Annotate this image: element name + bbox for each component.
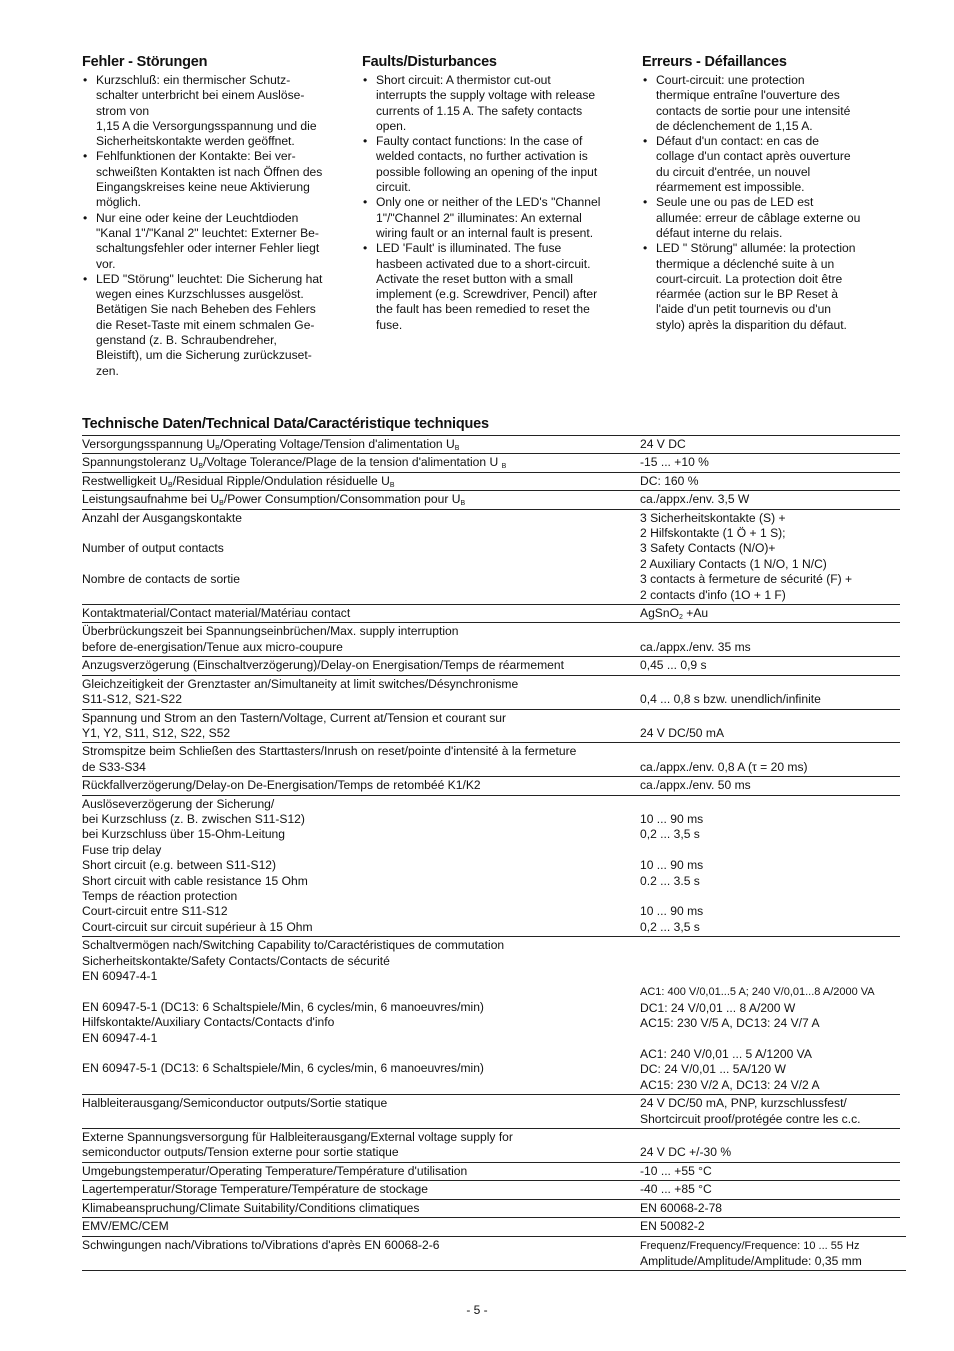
- table-row: [82, 490, 900, 508]
- row-label: Überbrückungszeit bei Spannungseinbrüchen/Max. supply interruption before de-energisation/Tenue aux micro-coupure: [82, 624, 459, 654]
- list-item: • Défaut d'un contact: en cas de collage d'un contact après ouverture du circuit d'entrée, un nouvel réarmement est impossible.: [642, 134, 904, 195]
- table-row: [82, 453, 900, 471]
- list-item: • LED 'Fault' is illuminated. The fuse hasbeen activated due to a short-circuit. Activate the reset button with a small implement (e.g. Screwdriver, Pencil) after the fault has been remedied to reset the fuse.: [362, 241, 624, 333]
- row-label: Rückfallverzögerung/Delay-on De-Energisation/Temps de retombéé K1/K2: [82, 778, 481, 793]
- row-value: Frequenz/Frequency/Frequence: 10 ... 55 Hz Amplitude/Amplitude/Amplitude: 0,35 mm: [640, 1239, 862, 1268]
- row-value-small: Frequenz/Frequency/Frequence: 10 ... 55 Hz: [640, 1239, 860, 1252]
- row-value: 24 V DC/50 mA, PNP, kurzschlussfest/ Shortcircuit proof/protégée contre les c.c.: [640, 1096, 861, 1126]
- table-row: [82, 1094, 900, 1128]
- list-item: • Kurzschluß: ein thermischer Schutz- schalter unterbricht bei einem Auslöse- strom von 1,15 A die Versorgungsspannung und die Sicherheitskontakte werden geöffnet.: [82, 73, 344, 149]
- table-row: [82, 604, 900, 622]
- row-value: 24 V DC: [640, 437, 686, 451]
- row-value: 24 V DC +/-30 %: [640, 1145, 732, 1160]
- table-row: [82, 709, 900, 743]
- row-label: Gleichzeitigkeit der Grenztaster an/Simultaneity at limit switches/Désynchronisme S11-S12, S21-S22: [82, 676, 519, 707]
- row-label: Klimabeanspruchung/Climate Suitability/Conditions climatiques: [82, 1200, 420, 1215]
- row-value: ca./appx./env. 0,8 A (τ = 20 ms): [640, 759, 808, 774]
- table-row: [82, 509, 900, 604]
- row-value: 10 ... 90 ms 0,2 ... 3,5 s 10 ... 90 ms 0.2 ... 3.5 s 10 ... 90 ms 0,2 ... 3,5 s: [640, 811, 704, 934]
- list-item: • LED " Störung" allumée: la protection thermique a déclenché suite à un court-circuit. La protection doit être réarmée (action sur le BP Reset à l'aide d'un petit tournevis ou d'un stylo) après la disparition du défaut.: [642, 241, 904, 333]
- row-label: Externe Spannungsversorgung für Halbleiterausgang/External voltage supply for semiconductor outputs/Tension externe pour sortie statique: [82, 1130, 513, 1160]
- row-value: ca./appx./env. 3,5 W: [640, 492, 750, 507]
- list-item: • Faulty contact functions: In the case of welded contacts, no further activation is possible following an opening of the input circuit.: [362, 134, 624, 195]
- row-value: EN 60068-2-78: [640, 1200, 723, 1215]
- row-label: Halbleiterausgang/Semiconductor outputs/Sortie statique: [82, 1096, 388, 1111]
- table-row: [82, 472, 900, 490]
- row-value: 0,45 ... 0,9 s: [640, 658, 707, 673]
- row-label: Anzahl der Ausgangskontakte Number of output contacts Nombre de contacts de sortie: [82, 510, 243, 587]
- list-item: • Seule une ou pas de LED est allumée: erreur de câblage externe ou défaut interne du relais.: [642, 195, 904, 241]
- table-row: [82, 1180, 900, 1198]
- row-value: EN 50082-2: [640, 1219, 705, 1234]
- column-french: [642, 53, 904, 333]
- row-value: AC1: 400 V/0,01...5 A; 240 V/0,01...8 A/2000 VA DC1: 24 V/0,01 ... 8 A/200 W AC15: 230 V/5 A, DC13: 24 V/7 A AC1: 240 V/0,01 ... 5 A/1200 VA DC: 24 V/0,01 ... 5A/120 W AC15: 230 V/2 A, DC13: 24 V/2 A: [640, 986, 875, 1092]
- table-row: [82, 795, 900, 937]
- row-value: -10 ... +55 °C: [640, 1163, 712, 1178]
- row-value: 3 Sicherheitskontakte (S) + 2 Hilfskontakte (1 Ö + 1 S); 3 Safety Contacts (N/O)+ 2 Auxiliary Contacts (1 N/O, 1 N/C) 3 contacts à fermeture de sécurité (F) + 2 contacts d'info (1O + 1 F): [640, 510, 853, 602]
- row-label: Schaltvermögen nach/Switching Capability to/Caractéristiques de commutation Sicherheitskontakte/Safety Contacts/Contacts de sécurité EN 60947-4-1 EN 60947-5-1 (DC13: 6 Schaltspiele/Min, 6 cycles/min, 6 manoeuvres/min) Hilfskontakte/Auxiliary Contacts/Contacts d'info EN 60947-4-1 EN 60947-5-1 (DC13: 6 Schaltspiele/Min, 6 cycles/min, 6 manoeuvres/min): [82, 938, 505, 1076]
- list-item: • Short circuit: A thermistor cut-out interrupts the supply voltage with release currents of 1.15 A. The safety contacts open.: [362, 73, 624, 134]
- row-value: DC: 160 %: [640, 473, 699, 488]
- row-label: Schwingungen nach/Vibrations to/Vibrations d'après EN 60068-2-6: [82, 1237, 440, 1252]
- page-number: - 5 -: [466, 1303, 488, 1317]
- row-value-small: AC1: 400 V/0,01...5 A; 240 V/0,01...8 A/2000 VA: [640, 986, 875, 999]
- row-label: Versorgungsspannung $U_B$/Operating Voltage/Tension d'alimentation $U_B$: [82, 437, 460, 452]
- row-label: Auslöseverzögerung der Sicherung/ bei Kurzschluss (z. B. zwischen S11-S12) bei Kurzschluss über 15-Ohm-Leitung Fuse trip delay Short circuit (e.g. between S11-S12) Short circuit with cable resistance 15 Ohm Temps de réaction protection Court-circuit entre S11-S12 Court-circuit sur circuit supérieur à 15 Ohm: [82, 796, 313, 934]
- table-row: [82, 1217, 900, 1235]
- column-german: [82, 53, 344, 379]
- row-label: Kontaktmaterial/Contact material/Matériau contact: [82, 606, 351, 621]
- table-row: [82, 675, 900, 709]
- row-label: Restwelligkeit $U_B$/Residual Ripple/Ondulation résiduelle $U_B$: [82, 473, 395, 489]
- table-row: [82, 1236, 906, 1272]
- column-title: Fehler - Störungen: [82, 54, 208, 70]
- row-label: Lagertemperatur/Storage Temperature/Température de stockage: [82, 1182, 428, 1197]
- row-label: Stromspitze beim Schließen des Starttasters/Inrush on reset/pointe d'intensité à la fermeture de S33-S34: [82, 744, 577, 774]
- table-row: [82, 656, 900, 674]
- list-item: • Fehlfunktionen der Kontakte: Bei ver- schweißten Kontakten ist nach Öffnen des Eingangskreises keine neue Aktivierung möglich.: [82, 149, 344, 210]
- column-title: Erreurs - Défaillances: [642, 54, 787, 70]
- row-value: -15 ... +10 %: [640, 455, 709, 470]
- row-label: EMV/EMC/CEM: [82, 1219, 169, 1234]
- table-row: [82, 776, 900, 794]
- table-row: [82, 1199, 900, 1217]
- tech-data-title: Technische Daten/Technical Data/Caractéristique techniques: [82, 416, 489, 432]
- table-row: [82, 622, 900, 656]
- table-row: [82, 1128, 900, 1162]
- row-value: 24 V DC/50 mA: [640, 725, 725, 740]
- row-label: Anzugsverzögerung (Einschaltverzögerung)/Delay-on Energisation/Temps de réarmement: [82, 658, 564, 673]
- row-label: Spannung und Strom an den Tastern/Voltage, Current at/Tension et courant sur Y1, Y2, S11, S12, S22, S52: [82, 710, 506, 740]
- row-label: Spannungstoleranz $U_B$/Voltage Tolerance/Plage de la tension d'alimentation U $_B$: [82, 455, 507, 471]
- list-item: • Nur eine oder keine der Leuchtdioden "Kanal 1"/"Kanal 2" leuchtet: Externer Be- schaltungsfehler oder interner Fehler liegt vor.: [82, 211, 344, 272]
- row-value: 0,4 ... 0,8 s bzw. unendlich/infinite: [640, 692, 821, 707]
- row-value: ca./appx./env. 35 ms: [640, 639, 751, 654]
- list-item: • LED "Störung" leuchtet: Die Sicherung hat wegen eines Kurzschlusses ausgelöst. Betätigen Sie nach Beheben des Fehlers die Reset-Taste mit einem schmalen Ge- genstand (z. B. Schraubendreher, Bleistift), um die Sicherung zurückzuset- zen.: [82, 272, 344, 379]
- row-label: Umgebungstemperatur/Operating Temperature/Température d'utilisation: [82, 1163, 468, 1178]
- table-row: [82, 435, 900, 453]
- row-value: ca./appx./env. 50 ms: [640, 778, 751, 793]
- tech-data-table: [82, 435, 900, 1271]
- list-item: • Only one or neither of the LED's "Channel 1"/"Channel 2" illuminates: An external wiring fault or an internal fault is present.: [362, 195, 624, 241]
- table-row: [82, 742, 900, 776]
- column-title: Faults/Disturbances: [362, 54, 497, 70]
- column-english: [362, 53, 624, 333]
- row-value: AgSnO$_2$ +Au: [640, 606, 709, 622]
- row-value: -40 ... +85 °C: [640, 1182, 712, 1197]
- list-item: • Court-circuit: une protection thermique entraîne l'ouverture des contacts de sortie pour une intensité de déclenchement de 1,15 A.: [642, 73, 904, 134]
- table-row: [82, 936, 900, 1094]
- row-label: Leistungsaufnahme bei $U_B$/Power Consumption/Consommation pour $U_B$: [82, 492, 466, 508]
- table-row: [82, 1162, 900, 1180]
